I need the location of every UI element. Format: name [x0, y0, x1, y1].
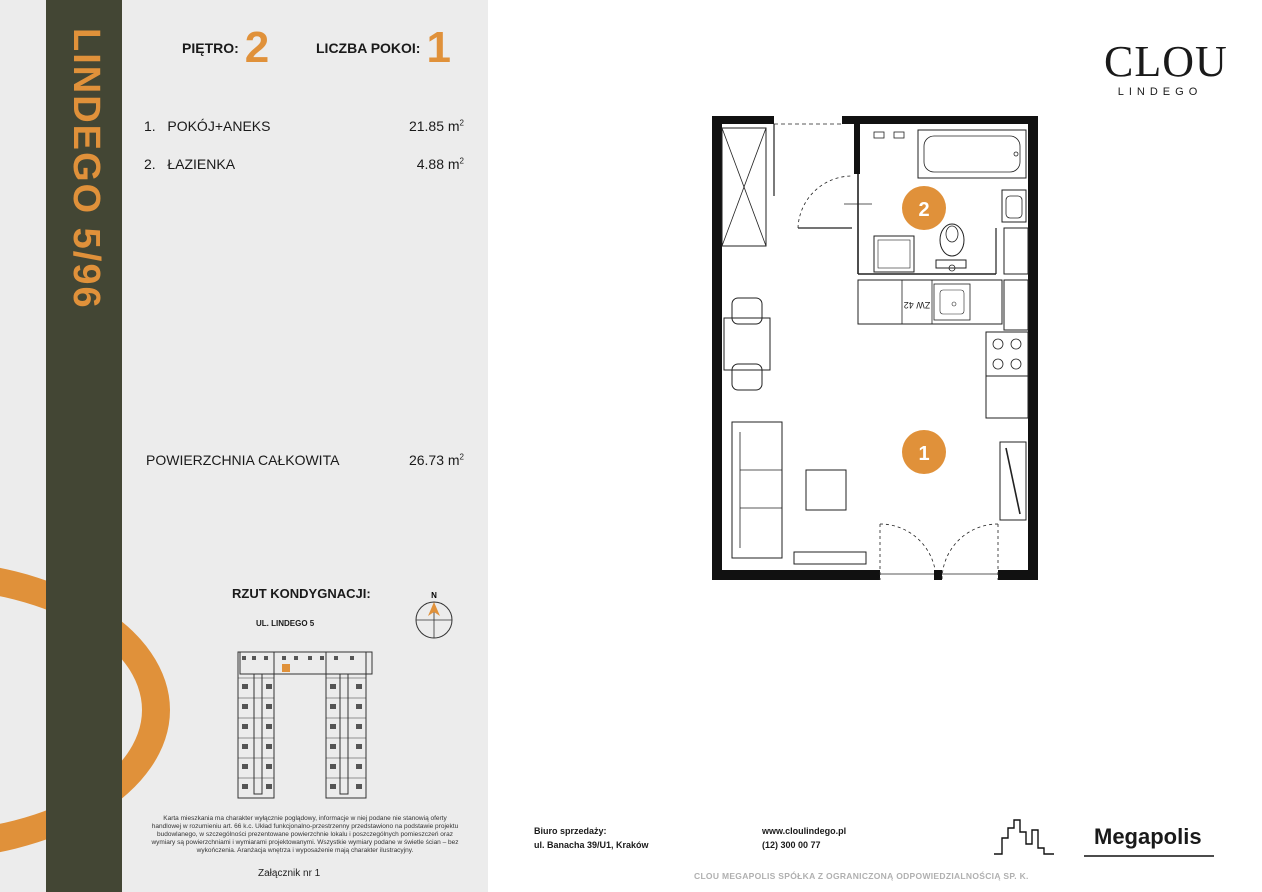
total-area: 26.73 m [408, 452, 460, 468]
compass-label: N [431, 591, 437, 600]
street-label: UL. LINDEGO 5 [256, 619, 315, 628]
sink-label: ZW 42 [903, 300, 931, 310]
room-name: ŁAZIENKA [167, 156, 236, 172]
unit-exponent: 2 [459, 118, 464, 128]
total-area-row [146, 452, 464, 468]
room-area: 4.88 m [416, 156, 460, 172]
logo-sub: LINDEGO [1117, 86, 1203, 98]
sales-office-address: ul. Banacha 39/U1, Kraków [534, 840, 649, 850]
attachment-label: Załącznik nr 1 [258, 868, 321, 879]
disclaimer-text: Karta mieszkania ma charakter wyłącznie poglądowy, informacje w niej podane nie stanowią oferty handlowej w rozumieniu art. 66 k.c. Układ funkcjonalno-przestrzenny przedstawiono na podstawie projektu budowlanego, w szczególności prezentowane powierzchnie lokalu i poszczególnych pomieszczeń oraz wymiary są powierzchniami i wymiarami projektowanymi. Wszystkie wymiary podane w świetle ścian – bez wykończenia. Aranżacja wnętrza i wyposażenie mają charakter ilustracyjny. [151, 815, 459, 854]
website-link[interactable]: www.cloulindego.pl [762, 826, 847, 836]
rooms-info [316, 23, 451, 72]
phone-number: (12) 300 00 77 [762, 840, 821, 850]
room-marker-2-label: 2 [918, 199, 930, 221]
floor-info [182, 23, 270, 72]
developer-name: Megapolis [1094, 824, 1202, 849]
unit-exponent: 2 [459, 452, 464, 462]
compass-icon [412, 590, 456, 640]
room-name: POKÓJ+ANEKS [167, 118, 271, 134]
key-plan-title: RZUT KONDYGNACJI: [232, 586, 371, 601]
room-area: 21.85 m [408, 118, 460, 134]
room-marker-1-label: 1 [918, 443, 930, 465]
room-row-2 [144, 156, 464, 172]
total-label: POWIERZCHNIA CAŁKOWITA [146, 452, 340, 468]
logo-main: CLOU [1104, 37, 1228, 86]
web-contact [762, 824, 846, 852]
building-key-plan [234, 648, 378, 800]
apartment-number: LINDEGO 5/96 [65, 28, 107, 310]
rooms-value: 1 [426, 23, 451, 72]
sales-office [534, 824, 649, 852]
clou-logo [1104, 37, 1228, 98]
rooms-label: LICZBA POKOI: [316, 40, 421, 56]
unit-exponent: 2 [459, 156, 464, 166]
info-panel [0, 0, 488, 892]
sales-office-title: Biuro sprzedaży: [534, 826, 607, 836]
room-index: 1. [144, 118, 156, 134]
apartment-floor-plan [706, 112, 1042, 586]
highlighted-apartment [282, 664, 290, 672]
company-name: CLOU MEGAPOLIS SPÓŁKA Z OGRANICZONĄ ODPOWIEDZIALNOŚCIĄ SP. K. [694, 871, 1029, 881]
floor-value: 2 [244, 23, 270, 72]
floor-label: PIĘTRO: [182, 40, 239, 56]
room-index: 2. [144, 156, 156, 172]
room-row-1 [144, 118, 464, 134]
